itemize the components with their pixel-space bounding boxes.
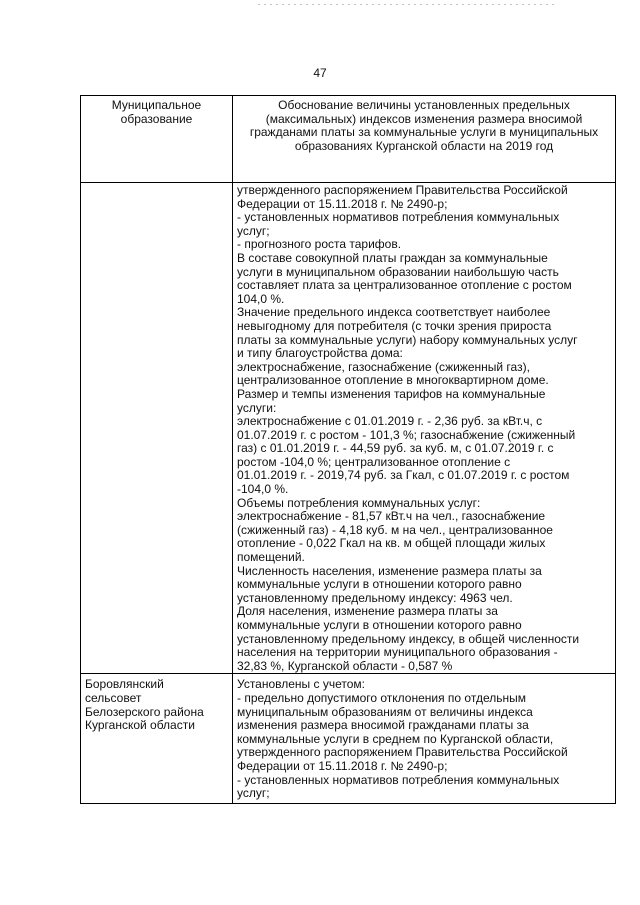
text-line: - установленных нормативов потребления коммунальных xyxy=(237,772,560,787)
text-line: Федерации от 15.11.2018 г. № 2490-р; xyxy=(237,758,448,773)
municipality-line: Боровлянский xyxy=(85,677,164,692)
text-line: установленному предельному индексу: 4963 чел. xyxy=(237,590,513,605)
municipality-line: Курганской области xyxy=(85,718,195,733)
header-justification-line: (максимальных) индексов изменения размера вносимой xyxy=(265,111,583,126)
text-line: отопление - 0,022 Гкал на кв. м общей площади жилых xyxy=(237,536,546,551)
text-line: установленному предельному индексу, в общей численности xyxy=(237,631,580,646)
text-line: муниципальным образованиям от величины индекса xyxy=(237,704,533,719)
text-line: 104,0 %. xyxy=(237,291,285,306)
text-line: услуги в муниципальном образовании наибольшую часть xyxy=(237,264,559,279)
text-line: населения на территории муниципального образования - xyxy=(237,645,558,660)
text-line: услуги: xyxy=(237,400,277,415)
text-line: услуг; xyxy=(237,786,270,801)
text-line: В составе совокупной платы граждан за коммунальные xyxy=(237,250,548,265)
text-line: Размер и темпы изменения тарифов на коммунальные xyxy=(237,386,546,401)
text-line: невыгодному для потребителя (с точки зрения прироста xyxy=(237,318,552,333)
text-line: - прогнозного роста тарифов. xyxy=(237,237,402,252)
text-line: коммунальные услуги в среднем по Курганской области, xyxy=(237,731,554,746)
header-municipality xyxy=(81,96,233,183)
header-justification xyxy=(233,96,616,183)
text-line: утвержденного распоряжением Правительства Российской xyxy=(237,745,568,760)
table-row xyxy=(81,674,616,803)
text-line: утвержденного распоряжением Правительства Российской xyxy=(237,183,568,197)
justification-cell xyxy=(233,183,616,674)
text-line: Объемы потребления коммунальных услуг: xyxy=(237,495,481,510)
header-municipality-line: Муниципальное xyxy=(111,98,202,112)
text-line: Федерации от 15.11.2018 г. № 2490-р; xyxy=(237,196,448,211)
text-line: коммунальные услуги в отношении которого равно xyxy=(237,618,522,632)
text-line: -104,0 %. xyxy=(237,482,289,497)
page-number: 47 xyxy=(313,66,327,80)
text-line: Численность населения, изменение размера платы за xyxy=(237,563,542,578)
text-line: (сжиженный газ) - 4,18 куб. м на чел., централизованное xyxy=(237,522,553,537)
municipality-cell xyxy=(81,183,233,674)
municipality-line: Белозерского района xyxy=(85,704,204,719)
justification-cell xyxy=(233,674,616,803)
text-line: электроснабжение, газоснабжение (сжиженный газ), xyxy=(237,359,530,374)
text-line: Установлены с учетом: xyxy=(237,677,365,692)
text-line: Доля населения, изменение размера платы за xyxy=(237,604,498,619)
text-line: 01.07.2019 г. с ростом - 101,3 %; газоснабжение (сжиженный xyxy=(237,427,576,442)
header-justification-line: Обоснование величины установленных предельных xyxy=(278,98,570,112)
text-line: изменения размера вносимой гражданами платы за xyxy=(237,718,529,733)
text-line: и типу благоустройства дома: xyxy=(237,346,403,361)
text-line: платы за коммунальные услуги) набору коммунальных услуг xyxy=(237,332,578,347)
text-line: электроснабжение - 81,57 кВт.ч на чел., газоснабжение xyxy=(237,509,546,524)
text-line: составляет плата за централизованное отопление с ростом xyxy=(237,278,572,293)
scan-artifact-line xyxy=(258,4,558,5)
table-row xyxy=(81,183,616,674)
text-line: коммунальные услуги в отношении которого равно xyxy=(237,577,522,592)
text-line: 32,83 %, Курганской области - 0,587 % xyxy=(237,658,453,673)
municipality-cell xyxy=(81,674,233,803)
header-municipality-line: образование xyxy=(120,111,193,126)
text-line: - предельно допустимого отклонения по отдельным xyxy=(237,690,526,705)
table-header-row xyxy=(81,96,616,183)
text-line: ростом -104,0 %; централизованное отопление с xyxy=(237,454,511,469)
text-line: Значение предельного индекса соответствует наиболее xyxy=(237,305,551,320)
text-line: 01.01.2019 г. - 2019,74 руб. за Гкал, с 01.07.2019 г. с ростом xyxy=(237,468,570,483)
header-justification-line: гражданами платы за коммунальные услуги в муниципальных xyxy=(249,125,599,140)
text-line: услуг; xyxy=(237,223,270,238)
municipality-line: сельсовет xyxy=(85,690,142,705)
header-justification-line: образованиях Курганской области на 2019 год xyxy=(294,138,554,153)
text-line: централизованное отопление в многоквартирном доме. xyxy=(237,373,549,388)
text-line: электроснабжение с 01.01.2019 г. - 2,36 руб. за кВт.ч, с xyxy=(237,414,543,429)
text-line: газ) с 01.01.2019 г. - 44,59 руб. за куб. м, с 01.07.2019 г. с xyxy=(237,441,554,456)
text-line: - установленных нормативов потребления коммунальных xyxy=(237,210,560,225)
text-line: помещений. xyxy=(237,550,305,565)
justification-table xyxy=(80,95,616,804)
